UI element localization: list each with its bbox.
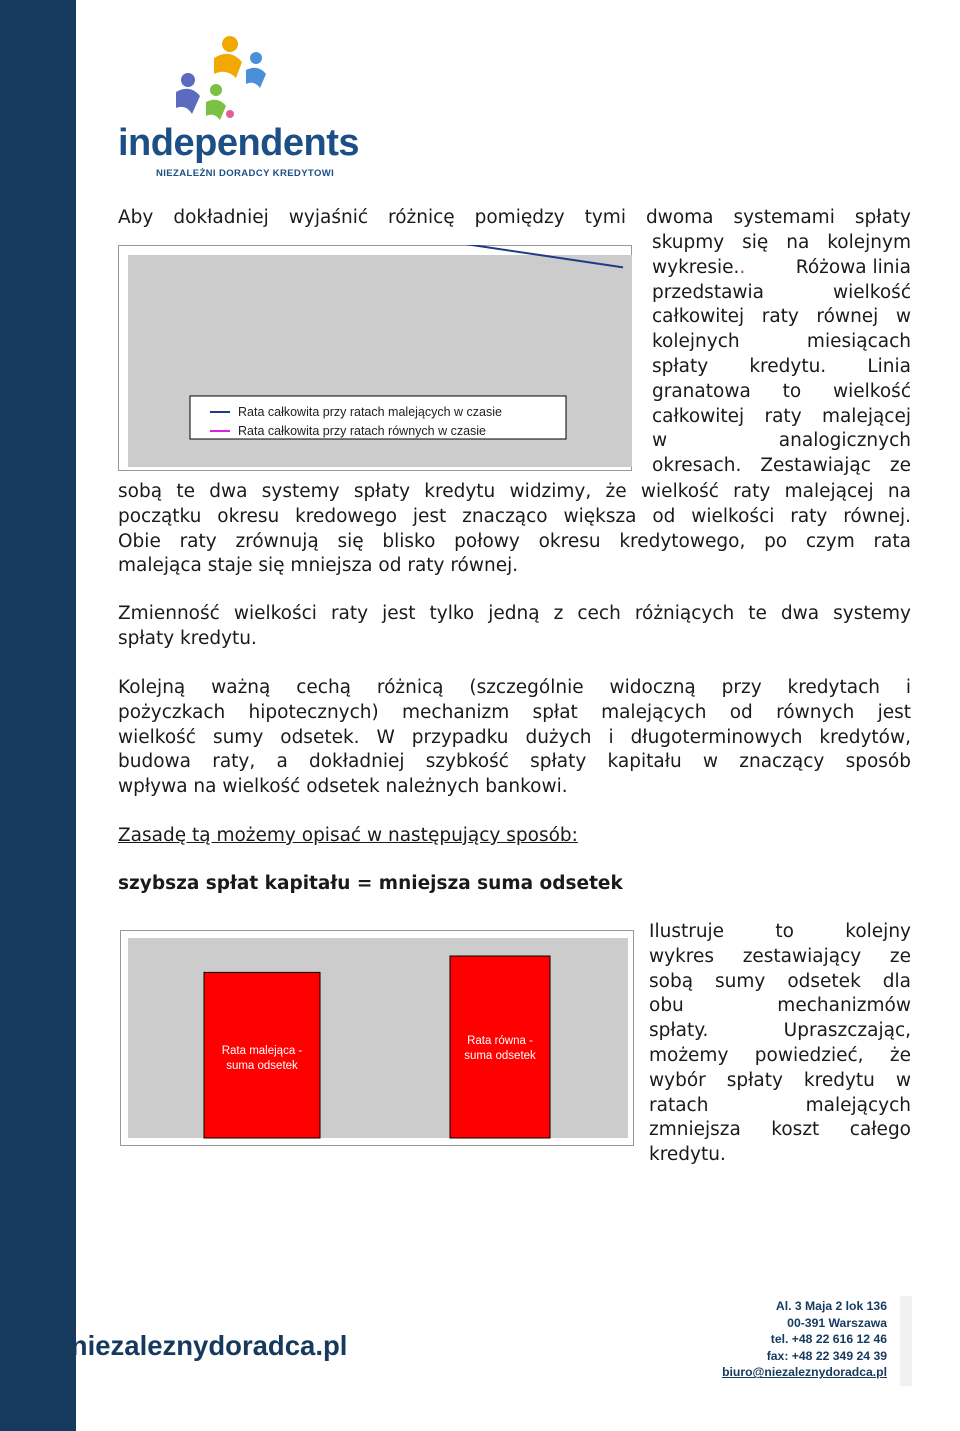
paragraph-variability (118, 602, 911, 652)
footer-divider (900, 1296, 912, 1386)
intro-right-column (652, 231, 911, 479)
intro-right-line: w analogicznych (652, 430, 911, 452)
line-chart-svg (118, 245, 632, 471)
paragraph-illustration (649, 920, 911, 1168)
footer-address-block (700, 1298, 887, 1381)
bar-label-declining (204, 1044, 320, 1074)
intro-right-line: spłaty kredytu. Linia (652, 355, 911, 377)
address-city: 00-391 Warszawa (787, 1315, 887, 1330)
body-line: wielkość sumy odsetek. W przypadku dużych i długoterminowych kredytów, (118, 726, 911, 748)
left-sidebar-band (0, 0, 76, 1431)
company-logo (118, 18, 360, 179)
side-line: ratach malejących (649, 1094, 911, 1116)
intro-right-line: skupmy się na kolejnym (652, 232, 911, 253)
intro-right-line: całkowitej raty równej w (652, 306, 911, 328)
body-line: spłaty kredytu. (118, 627, 257, 649)
side-line: możemy powiedzieć, że (649, 1044, 911, 1066)
intro-right-word: Różowa linia (795, 256, 911, 278)
bar-label-equal (450, 1034, 550, 1064)
legend-label-equal: Rata całkowita przy ratach równych w czasie (238, 424, 487, 438)
bar-label-line: suma odsetek (226, 1060, 298, 1072)
intro-line-1: Aby dokładniej wyjaśnić różnicę pomiędzy tymi dwoma systemami spłaty (118, 207, 911, 228)
bar-label-line: Rata równa - (467, 1035, 533, 1047)
pink-period: . (739, 256, 746, 278)
body-line: Obie raty zrównują się blisko połowy okresu kredytowego, po czym rata (118, 530, 911, 552)
body-line: początku okresu kredowego jest znacząco większa od wielkości raty równej. (118, 505, 911, 527)
legend-label-declining: Rata całkowita przy ratach malejących w czasie (238, 405, 502, 419)
side-line: wybór spłaty kredytu w (649, 1069, 911, 1091)
bar-chart-svg (120, 930, 634, 1146)
body-line: budowa raty, a dokładniej szybkość spłaty kapitału w znaczący sposób (118, 751, 911, 773)
bar-chart-interest (120, 930, 634, 1146)
principle-heading: Zasadę tą możemy opisać w następujący sposób: (118, 825, 578, 846)
paragraph-interest-sum (118, 676, 911, 800)
bar-label-line: Rata malejąca - (221, 1045, 303, 1057)
email-link[interactable]: biuro@niezaleznydoradca.pl (722, 1365, 887, 1380)
intro-right-line: przedstawia wielkość (652, 281, 911, 303)
principle-formula: szybsza spłat kapitału = mniejsza suma odsetek (118, 873, 623, 894)
body-line: malejąca staje się mniejsza od raty równej. (118, 555, 519, 577)
body-line: Zmienność wielkości raty jest tylko jedną z cech różniących te dwa systemy (118, 603, 911, 624)
line-chart-installments (118, 245, 632, 471)
intro-right-word: wykresie. (652, 256, 740, 278)
intro-continuation (118, 480, 911, 579)
address-street: Al. 3 Maja 2 lok 136 (775, 1299, 887, 1313)
side-line: wykres zestawiający ze (649, 945, 911, 967)
side-line: obu mechanizmów (649, 995, 911, 1017)
intro-right-line: całkowitej raty malejącej (652, 405, 911, 427)
plot-area (128, 938, 628, 1138)
body-line: sobą te dwa systemy spłaty kredytu widzimy, że wielkość raty malejącej na (118, 481, 911, 502)
intro-right-line: kolejnych miesiącach (652, 331, 911, 353)
body-line: Kolejną ważną cechą różnicą (szczególnie widoczną przy kredytach i (118, 677, 911, 698)
side-line: sobą sumy odsetek dla (649, 970, 911, 992)
intro-right-line: okresach. Zestawiając ze (652, 455, 911, 477)
fax-number: fax: +48 22 349 24 39 (766, 1348, 887, 1363)
side-line: Ilustruje to kolejny (649, 921, 911, 942)
side-line: spłaty. Upraszczając, (649, 1020, 911, 1042)
logo-wordmark: independents (118, 122, 360, 164)
side-line: kredytu. (649, 1144, 726, 1166)
body-line: pożyczkach hipotecznych) mechanizm spłat malejących od równych jest (118, 701, 911, 723)
side-line: zmniejsza koszt całego (649, 1119, 911, 1141)
footer-website-link[interactable]: www.niezaleznydoradca.pl (0, 1330, 348, 1361)
phone-number: tel. +48 22 616 12 46 (770, 1332, 887, 1347)
intro-right-line: granatowa to wielkość (652, 380, 911, 402)
logo-figures-icon (118, 18, 338, 128)
bar-label-line: suma odsetek (464, 1050, 536, 1062)
body-line: wpływa na wielkość odsetek należnych bankowi. (118, 776, 568, 798)
intro-right-line (652, 256, 911, 281)
logo-tagline: NIEZALEŻNI DORADCY KREDYTOWI (156, 168, 335, 179)
